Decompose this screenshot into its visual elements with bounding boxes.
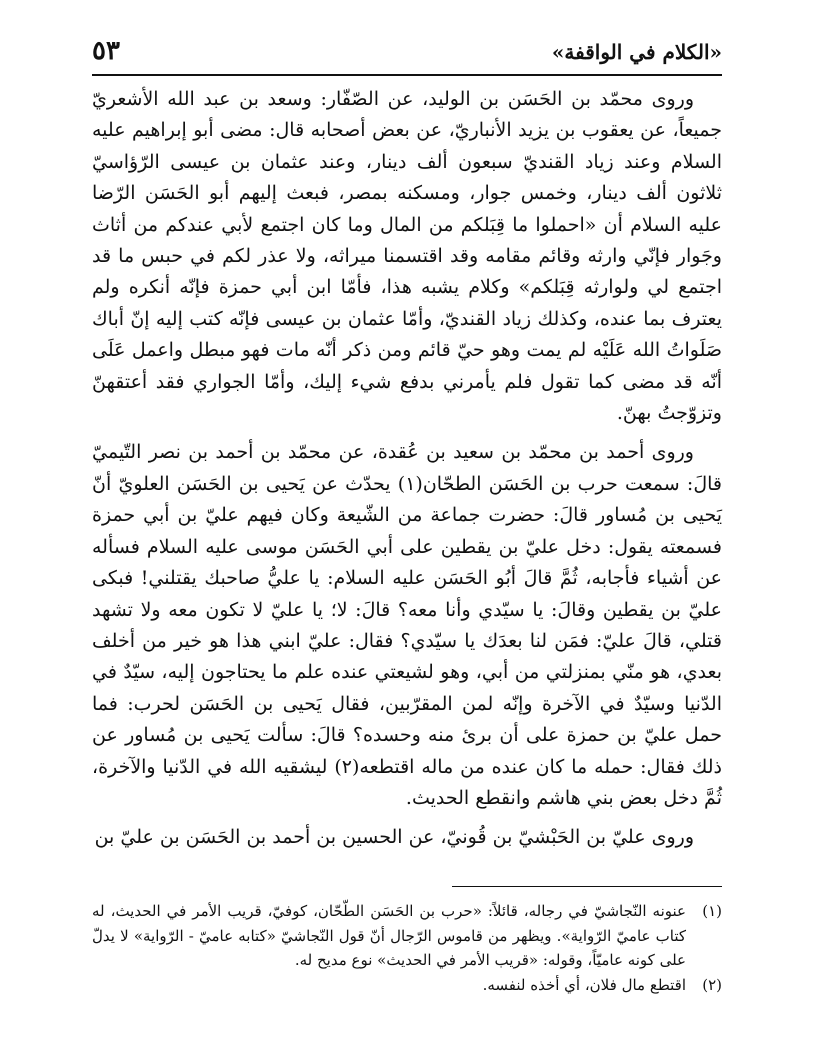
paragraph-1: وروى محمّد بن الحَسَن بن الوليد، عن الصّفّار: وسعد بن عبد الله الأشعريّ جميعاً، عن يعقوب بن يزيد الأنباريّ، عن بعض أصحابه قال: مضى أبو إبراهيم عليه السلام وعند زياد القنديّ سبعون ألف دينار، وعند عثمان بن عيسى الرّؤاسيّ ثلاثون ألف دينار، وخمس جوار، ومسكنه بمصر، فبعث إليهم أبو الحَسَن الرّضا عليه السلام أن «احملوا ما قِبَلكم من المال وما كان اجتمع لأبي عندكم من أثاث وجَوار فإنّي وارثه وقائم مقامه وقد اقتسمنا ميراثه، ولا عذر لكم في حبس ما قد اجتمع لي ولوارثه قِبَلكم» وكلام يشبه هذا، فأمّا ابن أبي حمزة فإنّه أنكره ولم يعترف بما عنده، وكذلك زياد القنديّ، وأمّا عثمان بن عيسى فإنّه كتب إليه إنّ أباك صَلَواتُ الله عَلَيْه لم يمت وهو حيّ قائم ومن ذكر أنّه مات فهو مبطل واعمل عَلَى أنّه قد مضى كما تقول فلم يأمرني بدفع شيء إليك، وأمّا الجواري فقد أعتقهنّ وتزوّجتُ بهنّ. xyxy=(92,88,722,425)
paragraph-3: وروى عليّ بن الحَبْشيّ بن قُونيّ، عن الحسين بن أحمد بن الحَسَن بن عليّ بن xyxy=(94,826,694,849)
footnote-text: عنونه النّجاشيّ في رجاله، قائلاً: «حرب بن الحَسَن الطّحّان، كوفيّ، قريب الأمر في الحديث، له كتاب عاميّ الرّواية». ويظهر من قاموس الرّجال أنّ قول النّجاشيّ «كتابه عاميّ - الرّواية» لا يدلّ على كونه عاميّاً، وقوله: «قريب الأمر في الحديث» نوع مديح له. xyxy=(92,902,686,969)
footnotes xyxy=(92,899,722,997)
page-number: ٥٣ xyxy=(92,36,120,66)
paragraph-2: وروى أحمد بن محمّد بن سعيد بن عُقدة، عن محمّد بن أحمد بن نصر التّيميّ قالَ: سمعت حرب بن الحَسَن الطحّان(١) يحدّث عن يَحيى بن الحَسَن العلويّ أنّ يَحيى بن مُساور قالَ: حضرت جماعة من الشّيعة وكان فيهم عليّ بن أبي حمزة فسمعته يقول: دخل عليّ بن يقطين على أبي الحَسَن موسى عليه السلام فسأله عن أشياء فأجابه، ثُمَّ قالَ أبُو الحَسَن عليه السلام: يا عليُّ صاحبك يقتلني! فبكى عليّ بن يقطين وقالَ: يا سيّدي وأنا معه؟ قالَ: لا؛ يا عليّ لا تكون معه ولا تشهد قتلي، قالَ عليّ: فمَن لنا بعدَك يا سيّدي؟ فقال: عليّ ابني هذا هو خير من أخلف بعدي، هو منّي بمنزلتي من أبي، وهو لشيعتي عنده علم ما يحتاجون إليه، سيّدٌ في الدّنيا وسيّدٌ في الآخرة وإنّه لمن المقرّبين، فقال يَحيى بن الحَسَن لحرب: فما حمل عليّ بن حمزة على أن برئ منه وحسده؟ قالَ: سألت يَحيى بن مُساور عن ذلك فقال: حمله ما كان عنده من ماله اقتطعه(٢) ليشقيه الله في الدّنيا والآخرة، ثُمَّ دخل بعض بني هاشم وانقطع الحديث. xyxy=(92,441,722,809)
page-header xyxy=(92,34,722,76)
main-text xyxy=(92,84,722,862)
footnote-1 xyxy=(92,899,722,973)
footnote-text: اقتطع مال فلان، أي أخذه لنفسه. xyxy=(482,975,686,994)
running-title: «الكلام في الواقفة» xyxy=(551,40,722,64)
footnote-2 xyxy=(92,973,722,998)
footnote-number: (١) xyxy=(702,902,722,920)
footnote-number: (٢) xyxy=(702,975,722,994)
footnote-divider xyxy=(452,886,722,887)
